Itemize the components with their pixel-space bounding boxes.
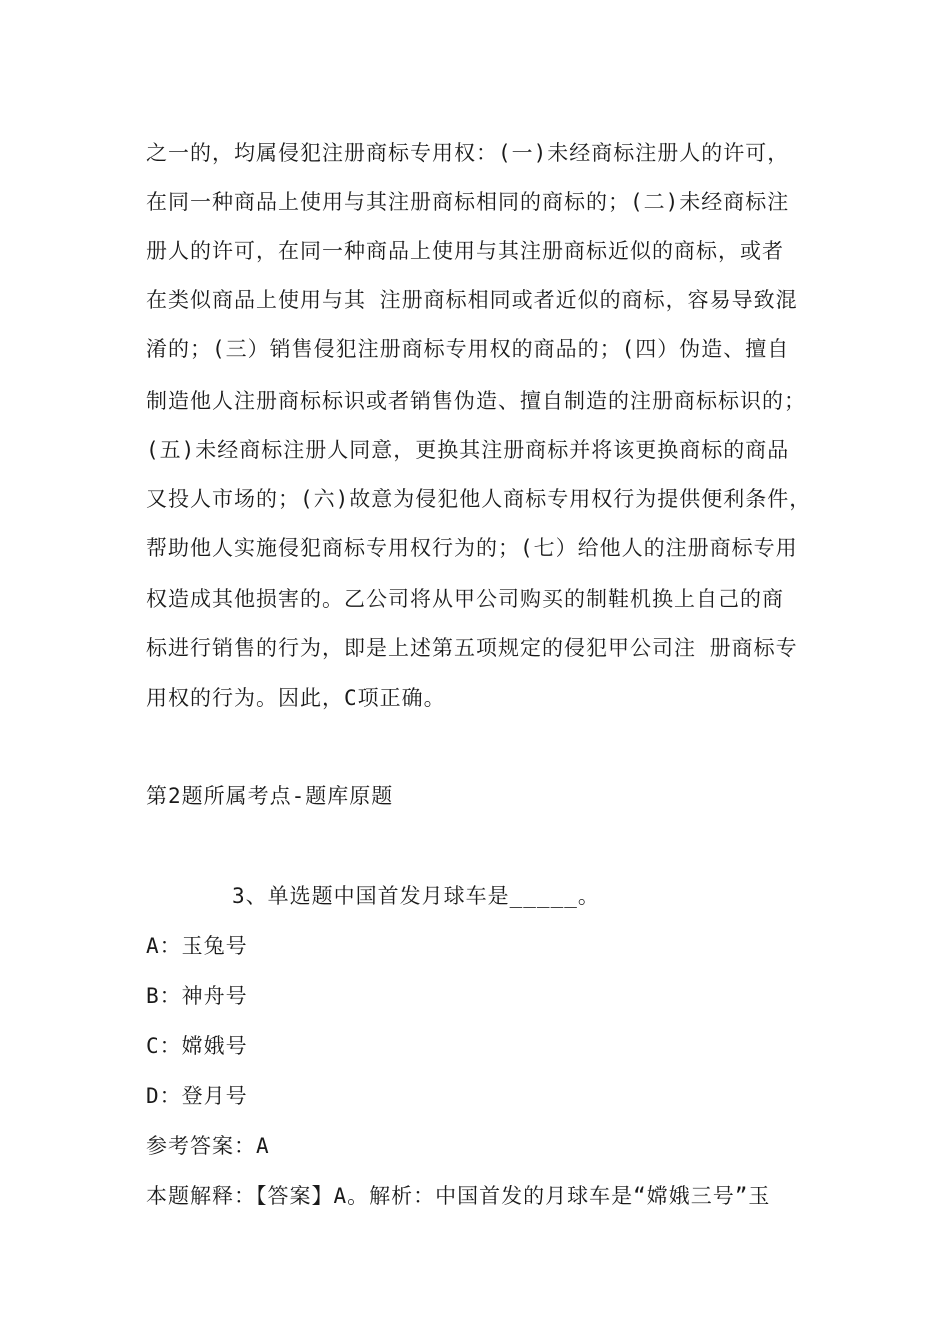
- paragraph-line-8: 又投人市场的；(六)故意为侵犯他人商标专用权行为提供便利条件，: [146, 487, 812, 511]
- paragraph-line-1: 之一的，均属侵犯注册商标专用权：(一)未经商标注册人的许可，: [146, 141, 790, 165]
- paragraph-line-5: 淆的；(三）销售侵犯注册商标专用权的商品的；(四）伪造、擅自: [146, 337, 790, 361]
- paragraph-line-12: 用权的行为。因此，C项正确。: [146, 686, 446, 710]
- paragraph-line-9: 帮助他人实施侵犯商标专用权行为的；(七）给他人的注册商标专用: [146, 536, 798, 560]
- paragraph-line-11: 标进行销售的行为，即是上述第五项规定的侵犯甲公司注 册商标专: [146, 636, 798, 660]
- paragraph-line-6: 制造他人注册商标标识或者销售伪造、擅自制造的注册商标标识的；: [146, 389, 806, 413]
- answer-explanation: 本题解释：【答案】A。解析：中国首发的月球车是“嫦娥三号”玉: [146, 1184, 771, 1208]
- option-d: D：登月号: [146, 1084, 248, 1108]
- option-a: A：玉兔号: [146, 934, 248, 958]
- paragraph-line-4: 在类似商品上使用与其 注册商标相同或者近似的商标，容易导致混: [146, 288, 798, 312]
- paragraph-line-3: 册人的许可，在同一种商品上使用与其注册商标近似的商标，或者: [146, 239, 784, 263]
- option-b: B：神舟号: [146, 984, 248, 1008]
- option-c: C：嫦娥号: [146, 1034, 248, 1058]
- paragraph-line-10: 权造成其他损害的。乙公司将从甲公司购买的制鞋机换上自己的商: [146, 587, 784, 611]
- paragraph-line-2: 在同一种商品上使用与其注册商标相同的商标的；(二)未经商标注: [146, 190, 790, 214]
- reference-answer: 参考答案：A: [146, 1134, 270, 1158]
- knowledge-point: 第2题所属考点-题库原题: [146, 784, 394, 808]
- paragraph-line-7: (五)未经商标注册人同意，更换其注册商标并将该更换商标的商品: [146, 438, 790, 462]
- question-text: 3、单选题中国首发月球车是_____。: [232, 884, 600, 908]
